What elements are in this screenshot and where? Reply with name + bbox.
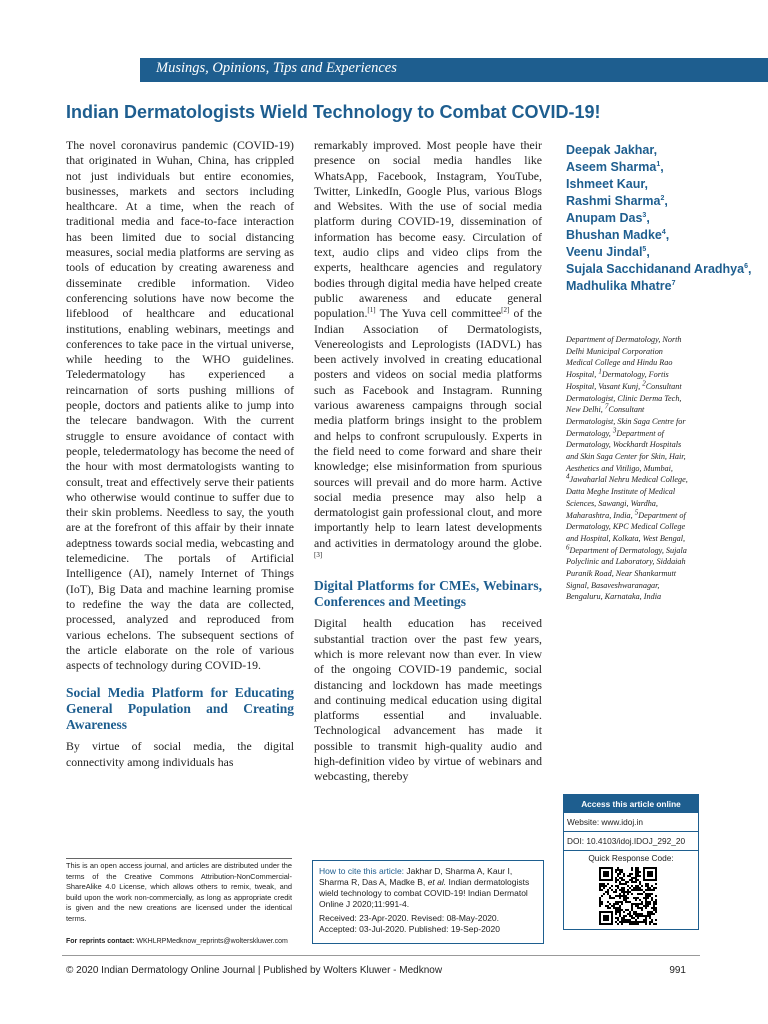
citation-text-a: Jakhar D, Sharma A, Kaur I, Sharma R, Das A, Madke B, — [319, 866, 513, 887]
body-column-1 — [66, 138, 294, 770]
page-footer — [66, 965, 686, 976]
reprints-email[interactable]: WKHLRPMedknow_reprints@wolterskluwer.com — [136, 938, 288, 945]
affiliation-text: Department of Dermatology, Wockhardt Hospitals and Skin Saga Center for Skin, Hair, Aesthetics and Vitiligo, Mumbai, — [566, 428, 686, 473]
reprints-label: For reprints contact: — [66, 938, 135, 945]
text-span: The Yuva cell committee — [375, 306, 502, 321]
author-separator: , — [664, 194, 668, 208]
author-name-text: Bhushan Madke — [566, 228, 662, 242]
author-name — [566, 278, 762, 295]
footer-copyright: © 2020 Indian Dermatology Online Journal | Published by Wolters Kluwer - Medknow — [66, 965, 443, 976]
author-separator: , — [665, 228, 670, 242]
affiliation-marker: 1 — [598, 367, 602, 376]
author-name — [566, 244, 762, 261]
access-heading: Access this article online — [564, 795, 698, 813]
author-affiliation-marker: 7 — [671, 279, 676, 287]
author-name — [566, 193, 762, 210]
affiliation-text: Consultant Dermatologist, Clinic Derma Tech, New Delhi, — [566, 381, 682, 415]
social-media-paragraph-start: By virtue of social media, the digital connectivity among individuals has — [66, 739, 294, 769]
affiliation-marker: 6 — [566, 542, 570, 551]
affiliation-marker: 2 — [642, 379, 646, 388]
article-dates-received: Received: 23-Apr-2020. Revised: 08-May-2020. — [319, 913, 500, 923]
section-banner-text: Musings, Opinions, Tips and Experiences — [156, 60, 397, 76]
author-affiliation-marker: 3 — [642, 211, 647, 219]
author-name — [566, 142, 762, 159]
author-separator: , — [644, 177, 648, 191]
author-name — [566, 159, 762, 176]
author-name-text: Rashmi Sharma — [566, 194, 661, 208]
affiliation-text: Jawaharlal Nehru Medical College, Datta Meghe Institute of Medical Sciences, Sawangi, Wardha, Maharashtra, India, — [566, 475, 688, 520]
section-banner — [140, 58, 768, 82]
affiliation-marker: 5 — [634, 507, 639, 516]
social-media-paragraph-continued — [314, 138, 542, 566]
author-affiliation-marker: 5 — [642, 245, 647, 253]
author-affiliation-marker: 6 — [744, 262, 748, 270]
citation-text — [319, 866, 537, 910]
author-name-text: Sujala Sacchidanand Aradhya — [566, 262, 745, 276]
text-span: of the Indian Association of Dermatologists, Venereologists and Leprologists (IADVL) has been actively involved in creating educational posters and videos on social media platforms such as Facebook and Instagram. Running various awareness campaigns through social media platform brings insight to the problem and helps to confront scrupulously. Experts in the field need to come forward and share their knowledge; else misinformation from spurious sources will prevail and do more harm. Active social media presence may also help a dermatologist gain professional clout, and more importantly help to learn latest developments and activities in dermatology around the globe. — [314, 306, 542, 550]
text-span: remarkably improved. Most people have their presence on social media handles like WhatsApp, Facebook, Instagram, YouTube, Twitter, LinkedIn, Google Plus, various Blogs and Websites. With the use of social media platform during COVID-19, dissemination of information has become easy. Circulation of text, audio clips and video clips from the experts, healthcare agencies and regulatory bodies through digital media have helped create public awareness and educate general population. — [314, 138, 542, 321]
affiliation-text: Dermatology, Fortis Hospital, Vasant Kunj, — [566, 370, 669, 391]
citation-box — [312, 860, 544, 944]
author-name-text: Veenu Jindal — [566, 245, 643, 259]
author-name — [566, 210, 762, 227]
page-number: 991 — [669, 965, 686, 976]
article-dates-accepted: Accepted: 03-Jul-2020. Published: 19-Sep-2020 — [319, 924, 500, 934]
author-separator: , — [660, 160, 664, 174]
citation-text-b: Indian dermatologists wield technology to combat COVID-19! Indian Dermatol Online J 2020;11:991-4. — [319, 877, 530, 909]
reprints-contact — [66, 938, 288, 945]
citation-etal: et al. — [427, 877, 447, 887]
author-affiliation-marker: 2 — [660, 194, 665, 202]
author-name — [566, 227, 762, 244]
affiliation-text: Department of Dermatology, North Delhi Municipal Corporation Medical College and Hindu Rao Hospital, — [566, 335, 682, 380]
affiliation-marker: 4 — [566, 472, 570, 481]
author-affiliation-marker: 4 — [661, 228, 666, 236]
author-name-text: Deepak Jakhar — [566, 143, 654, 157]
digital-platforms-paragraph: Digital health education has received substantial traction over the past few years, which is more relevant now than ever. In view of the ongoing COVID-19 pandemic, social distancing and lockdown has made meetings and continuing medical education using digital platforms essential and invaluable. Technological advancement has made it possible to transmit high-quality audio and high-definition video by virtue of webinars and webcasting, thereby — [314, 616, 542, 784]
doi-link[interactable]: DOI: 10.4103/idoj.IDOJ_292_20 — [564, 832, 698, 851]
author-separator: , — [653, 143, 658, 157]
author-separator: , — [646, 211, 650, 225]
access-article-box — [563, 794, 699, 930]
author-name-text: Ishmeet Kaur — [566, 177, 645, 191]
author-affiliation-marker: 1 — [656, 160, 661, 168]
author-separator: , — [646, 245, 650, 259]
affiliation-marker: 3 — [612, 425, 617, 434]
citation-label: How to cite this article: — [319, 866, 405, 876]
qr-code-icon[interactable] — [599, 867, 657, 925]
qr-label: Quick Response Code: — [588, 853, 674, 863]
author-name — [566, 176, 762, 193]
author-separator: , — [747, 262, 752, 276]
citation-ref-1[interactable]: [1] — [367, 306, 376, 315]
intro-paragraph: The novel coronavirus pandemic (COVID-19) that originated in Wuhan, China, has crippled not just individuals but entire economies, businesses, markets and sectors including healthcare. At a time, when the reach of traditional media and face-to-face interaction has been limited due to social distancing measures, social media platforms are serving as tools of education by creating awareness and disseminate credible information. Video conferencing solutions have now become the lifeblood of healthcare and educational institutions, enabling webinars, meetings and conferences to take pace in the virtual universe, while heeding to the WHO guidelines. Teledermatology has experienced a reincarnation of sorts pushing millions of people, doctors and patients alike to jump into the telecare bandwagon. With the current struggle to ensure avoidance of contact with people, teledermatology has become the need of the hour with most dermatologists wanting to consult, treat and effectively serve their patients who otherwise would continue to suffer due to their skin problems. Needless to say, the youth are at the forefront of this affair by their innate adeptness towards social media, webcasting and telemedicine. The portals of Artificial Intelligence (AI), namely Internet of Things (IoT), Big Data and machine learning promise to redefine the way the data are collected, processed, analyzed and reproduced from various echelons. The subsequent sections of the article elaborate on the role of various aspects of technology during COVID-19. — [66, 138, 294, 673]
author-name-text: Aseem Sharma — [566, 160, 657, 174]
section-heading-social-media: Social Media Platform for Educating General Population and Creating Awareness — [66, 685, 294, 733]
affiliation-text: Department of Dermatology, KPC Medical College and Hospital, Kolkata, West Bengal, — [566, 510, 686, 543]
affiliation-text: Consultant Dermatologist, Skin Saga Centre for Dermatology, — [566, 405, 686, 438]
author-name — [566, 261, 762, 278]
citation-ref-3[interactable]: [3] — [314, 551, 323, 560]
affiliation-text: Department of Dermatology, Sujala Polyclinic and Laboratory, Siddaiah Puranik Road, Near Shankarmutt Signal, Basaveshwaranagar, Bengaluru, Karnataka, India — [566, 545, 687, 602]
body-column-2 — [314, 138, 542, 785]
section-heading-digital-platforms: Digital Platforms for CMEs, Webinars, Conferences and Meetings — [314, 578, 542, 610]
license-notice: This is an open access journal, and articles are distributed under the terms of the Creative Commons Attribution-NonCommercial-ShareAlike 4.0 License, which allows others to remix, tweak, and build upon the work non-commercially, as long as appropriate credit is given and the new creations are licensed under the identical terms. — [66, 858, 292, 924]
website-link[interactable]: Website: www.idoj.in — [564, 813, 698, 832]
article-title: Indian Dermatologists Wield Technology to Combat COVID-19! — [66, 102, 601, 122]
author-name-text: Madhulika Mhatre — [566, 279, 672, 293]
author-list — [566, 142, 762, 295]
affiliation-marker: 7 — [604, 402, 609, 411]
citation-ref-2[interactable]: [2] — [501, 306, 510, 315]
affiliations — [566, 334, 690, 603]
author-name-text: Anupam Das — [566, 211, 643, 225]
footer-divider — [62, 955, 700, 956]
